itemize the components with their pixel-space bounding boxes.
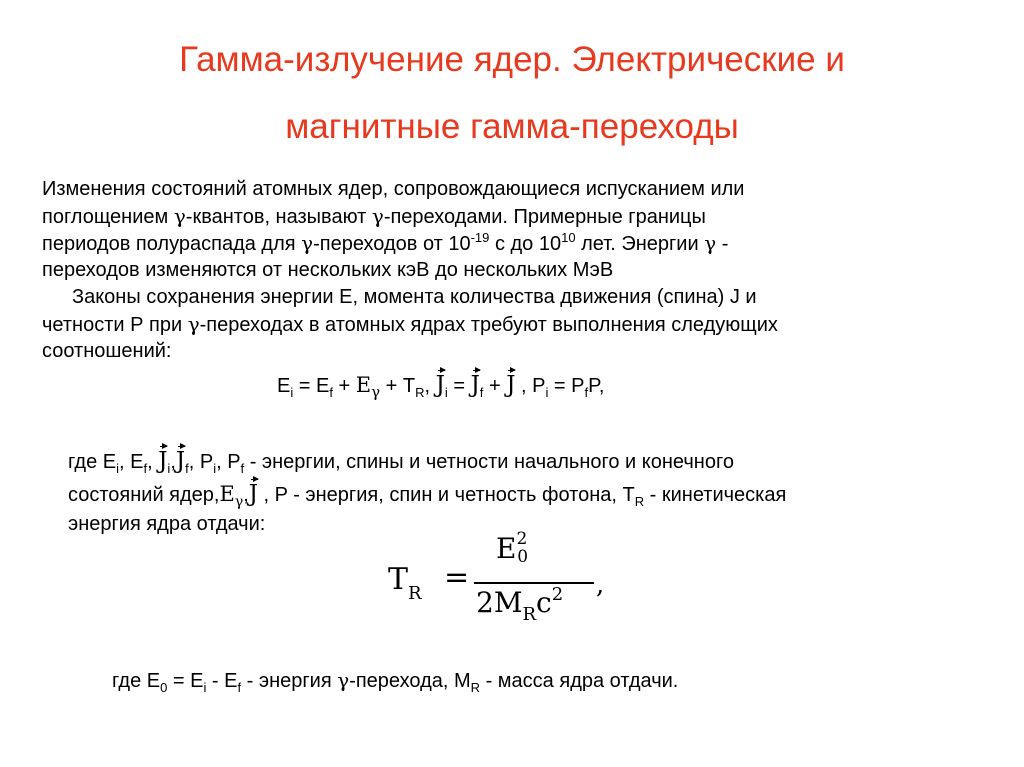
intro-line-1: Изменения состояний атомных ядер, сопровождающиеся испусканием или: [42, 178, 745, 200]
formula-lhs: $T_R$: [388, 562, 422, 604]
vector-J: J: [470, 372, 480, 398]
vector-J: J: [158, 448, 168, 474]
gamma-symbol: γ: [337, 668, 350, 692]
gamma-symbol: γ: [301, 231, 314, 255]
intro-line-4: переходов изменяются от нескольких кэВ до нескольких МэВ: [42, 259, 614, 281]
formula-comma: ,: [596, 570, 605, 600]
conservation-equations: $E_i = E_f + E_\gamma + T_R$, $J_i = J_f + J$ , $P_i = P_fP$,: [277, 372, 605, 401]
laws-line-1: Законы сохранения энергии Е, момента количества движения (спина) J и: [72, 286, 757, 308]
gamma-symbol: γ: [173, 204, 186, 228]
gamma-symbol: γ: [187, 312, 200, 336]
recoil-energy-formula: [388, 529, 628, 642]
vector-J: J: [248, 481, 258, 507]
where-line-3: энергия ядра отдачи:: [68, 513, 266, 535]
intro-line-2: поглощением γ-квантов, называют γ-переходами. Примерные границы: [42, 204, 706, 228]
where-line-1: где $E_i$, $E_f$, $J_i,J_f$, $P_i$, $P_f$ - энергии, спины и четности начального и конечного: [68, 448, 734, 476]
formula-denominator: $2M_Rc^2$: [476, 584, 564, 625]
gamma-symbol: γ: [371, 204, 384, 228]
slide-title-line-2: магнитные гамма-переходы: [285, 107, 739, 146]
where-final-line: где $E_0 = E_i - E_f$ - энергия γ-перехода, $M_R$ - масса ядра отдачи.: [112, 668, 679, 695]
where-line-2: состояний $ядер,E_\gamma,J$ , P - энергия, спин и четность фотона, $T_R$ - кинетическая: [68, 481, 787, 510]
laws-line-2: четности Р при γ-переходах в атомных ядрах требуют выполнения следующих: [42, 312, 778, 336]
gamma-symbol: γ: [704, 231, 717, 255]
vector-J: J: [175, 448, 186, 474]
formula-equals: =: [444, 560, 470, 595]
vector-J: J: [506, 372, 516, 398]
laws-line-3: соотношений:: [42, 340, 172, 362]
vector-J: J: [435, 372, 445, 398]
slide-title-line-1: Гамма-излучение ядер. Электрические и: [179, 40, 845, 79]
formula-numerator: $E^20$: [496, 529, 529, 567]
intro-line-3: периодов полураспада для γ-переходов от $10^{-19}$ с до $10^{10}$ лет. Энергии γ -: [42, 230, 729, 255]
fraction-bar: [474, 582, 594, 584]
